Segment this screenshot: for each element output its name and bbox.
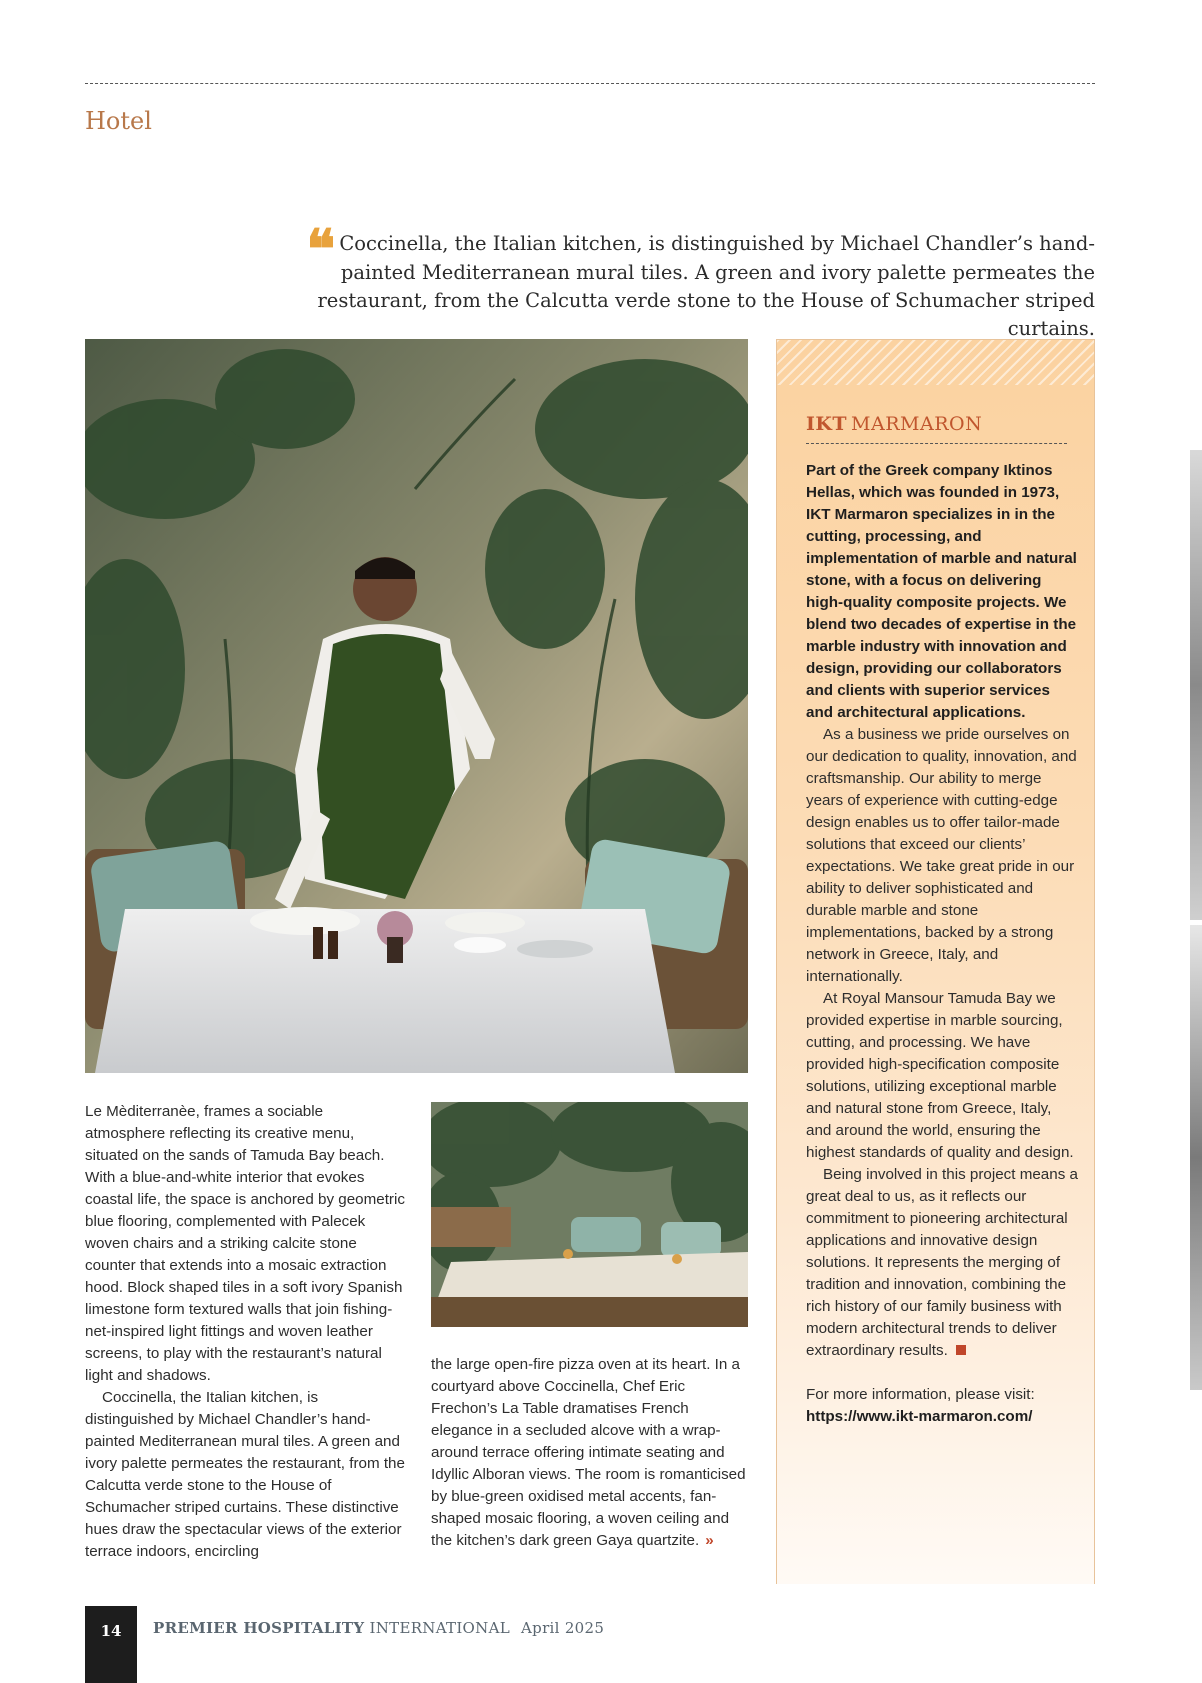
footer-publication: [153, 1619, 604, 1637]
issue-date: April 2025: [521, 1619, 605, 1637]
sidebar-text: [806, 460, 1078, 1428]
more-info-label: For more information, please visit:: [806, 1386, 1035, 1403]
sidebar-paragraph: As a business we pride ourselves on our dedication to quality, innovation, and craftsmanship. Our ability to merge years of experience with cutting-edge design enables us to offer tailor-made solutions that exceed our clients’ expectations. We take great pride in our ability to deliver sophisticated and durable marble and stone implementations, backed by a strong network in Greece, Italy, and internationally.: [806, 726, 1077, 985]
article-column-2: [431, 1354, 751, 1552]
sidebar-paragraph: [806, 1164, 1078, 1362]
brand-bold: IKT: [806, 413, 848, 435]
website-link[interactable]: https://www.ikt-marmaron.com/: [806, 1408, 1033, 1425]
publication-name-bold: PREMIER HOSPITALITY: [153, 1619, 365, 1637]
sidebar-brand: [806, 413, 982, 435]
article-column-1: [85, 1101, 405, 1563]
article-paragraph: [431, 1354, 751, 1552]
section-label: Hotel: [85, 107, 152, 135]
facing-page-bleed: [1190, 925, 1202, 1390]
ikt-marmaron-sidebar: [776, 339, 1095, 1584]
quote-mark-icon: ❝: [306, 217, 332, 281]
brand-light: MARMARON: [851, 413, 983, 435]
facing-page-bleed: [1190, 450, 1202, 920]
sidebar-hatch-pattern: [777, 340, 1094, 385]
dining-room-illustration: [431, 1102, 748, 1327]
article-paragraph-text: the large open-fire pizza oven at its heart. In a courtyard above Coccinella, Chef Eric Frechon’s La Table dramatises French elegance in a secluded alcove with a wrap-around terrace offering intimate seating and Idyllic Alboran views. The room is romanticised by blue-green oxidised metal accents, fan-shaped mosaic flooring, a woven ceiling and the kitchen’s dark green Gaya quartzite.: [431, 1356, 746, 1549]
pullquote: [240, 217, 1095, 343]
article-paragraph: Le Mèditerranèe, frames a sociable atmosphere reflecting its creative menu, situated on the sands of Tamuda Bay beach. With a blue-and-white interior that evokes coastal life, the space is anchored by geometric blue flooring, complemented with Palecek woven chairs and a striking calcite stone counter that extends into a mosaic extraction hood. Block shaped tiles in a soft ivory Spanish limestone form textured walls that join fishing-net-inspired light fittings and woven leather screens, to play with the restaurant’s natural light and shadows.: [85, 1103, 405, 1384]
dining-room-photo: [431, 1102, 748, 1327]
sidebar-paragraph: At Royal Mansour Tamuda Bay we provided expertise in marble sourcing, cutting, and processing. We have provided high-specification composite solutions, utilizing exceptional marble and natural stone from Greece, Italy, and around the world, ensuring the highest standards of quality and design.: [806, 990, 1074, 1161]
main-photo-waiter: [85, 339, 748, 1073]
main-photo-illustration: [85, 339, 748, 1073]
sidebar-lead: Part of the Greek company Iktinos Hellas, which was founded in 1973, IKT Marmaron specializes in in the cutting, processing, and implementation of marble and natural stone, with a focus on delivering high-quality composite projects. We blend two decades of expertise in the marble industry with innovation and design, providing our collaborators and clients with superior services and architectural applications.: [806, 462, 1077, 721]
header-rule: [85, 83, 1095, 84]
brand-rule: [806, 443, 1067, 444]
sidebar-paragraph-text: Being involved in this project means a great deal to us, as it reflects our commitment to pioneering architectural applications and innovative design solutions. It represents the merging of tradition and innovation, combining the rich history of our family business with modern architectural trends to deliver extraordinary results.: [806, 1166, 1078, 1359]
continue-arrow-icon: »: [705, 1532, 714, 1549]
pullquote-text: Coccinella, the Italian kitchen, is distinguished by Michael Chandler’s hand-painted Mediterranean mural tiles. A green and ivory palette permeates the restaurant, from the Calcutta verde stone to the House of Schumacher striped curtains.: [317, 232, 1095, 340]
article-paragraph: Coccinella, the Italian kitchen, is distinguished by Michael Chandler’s hand-painted Mediterranean mural tiles. A green and ivory palette permeates the restaurant, from the Calcutta verde stone to the House of Schumacher striped curtains. These distinctive hues draw the spectacular views of the exterior terrace indoors, encircling: [85, 1389, 405, 1560]
publication-name-light: INTERNATIONAL: [369, 1619, 510, 1637]
page-number-box: [85, 1606, 137, 1683]
page-number: 14: [100, 1622, 122, 1640]
end-square-icon: [956, 1345, 966, 1355]
